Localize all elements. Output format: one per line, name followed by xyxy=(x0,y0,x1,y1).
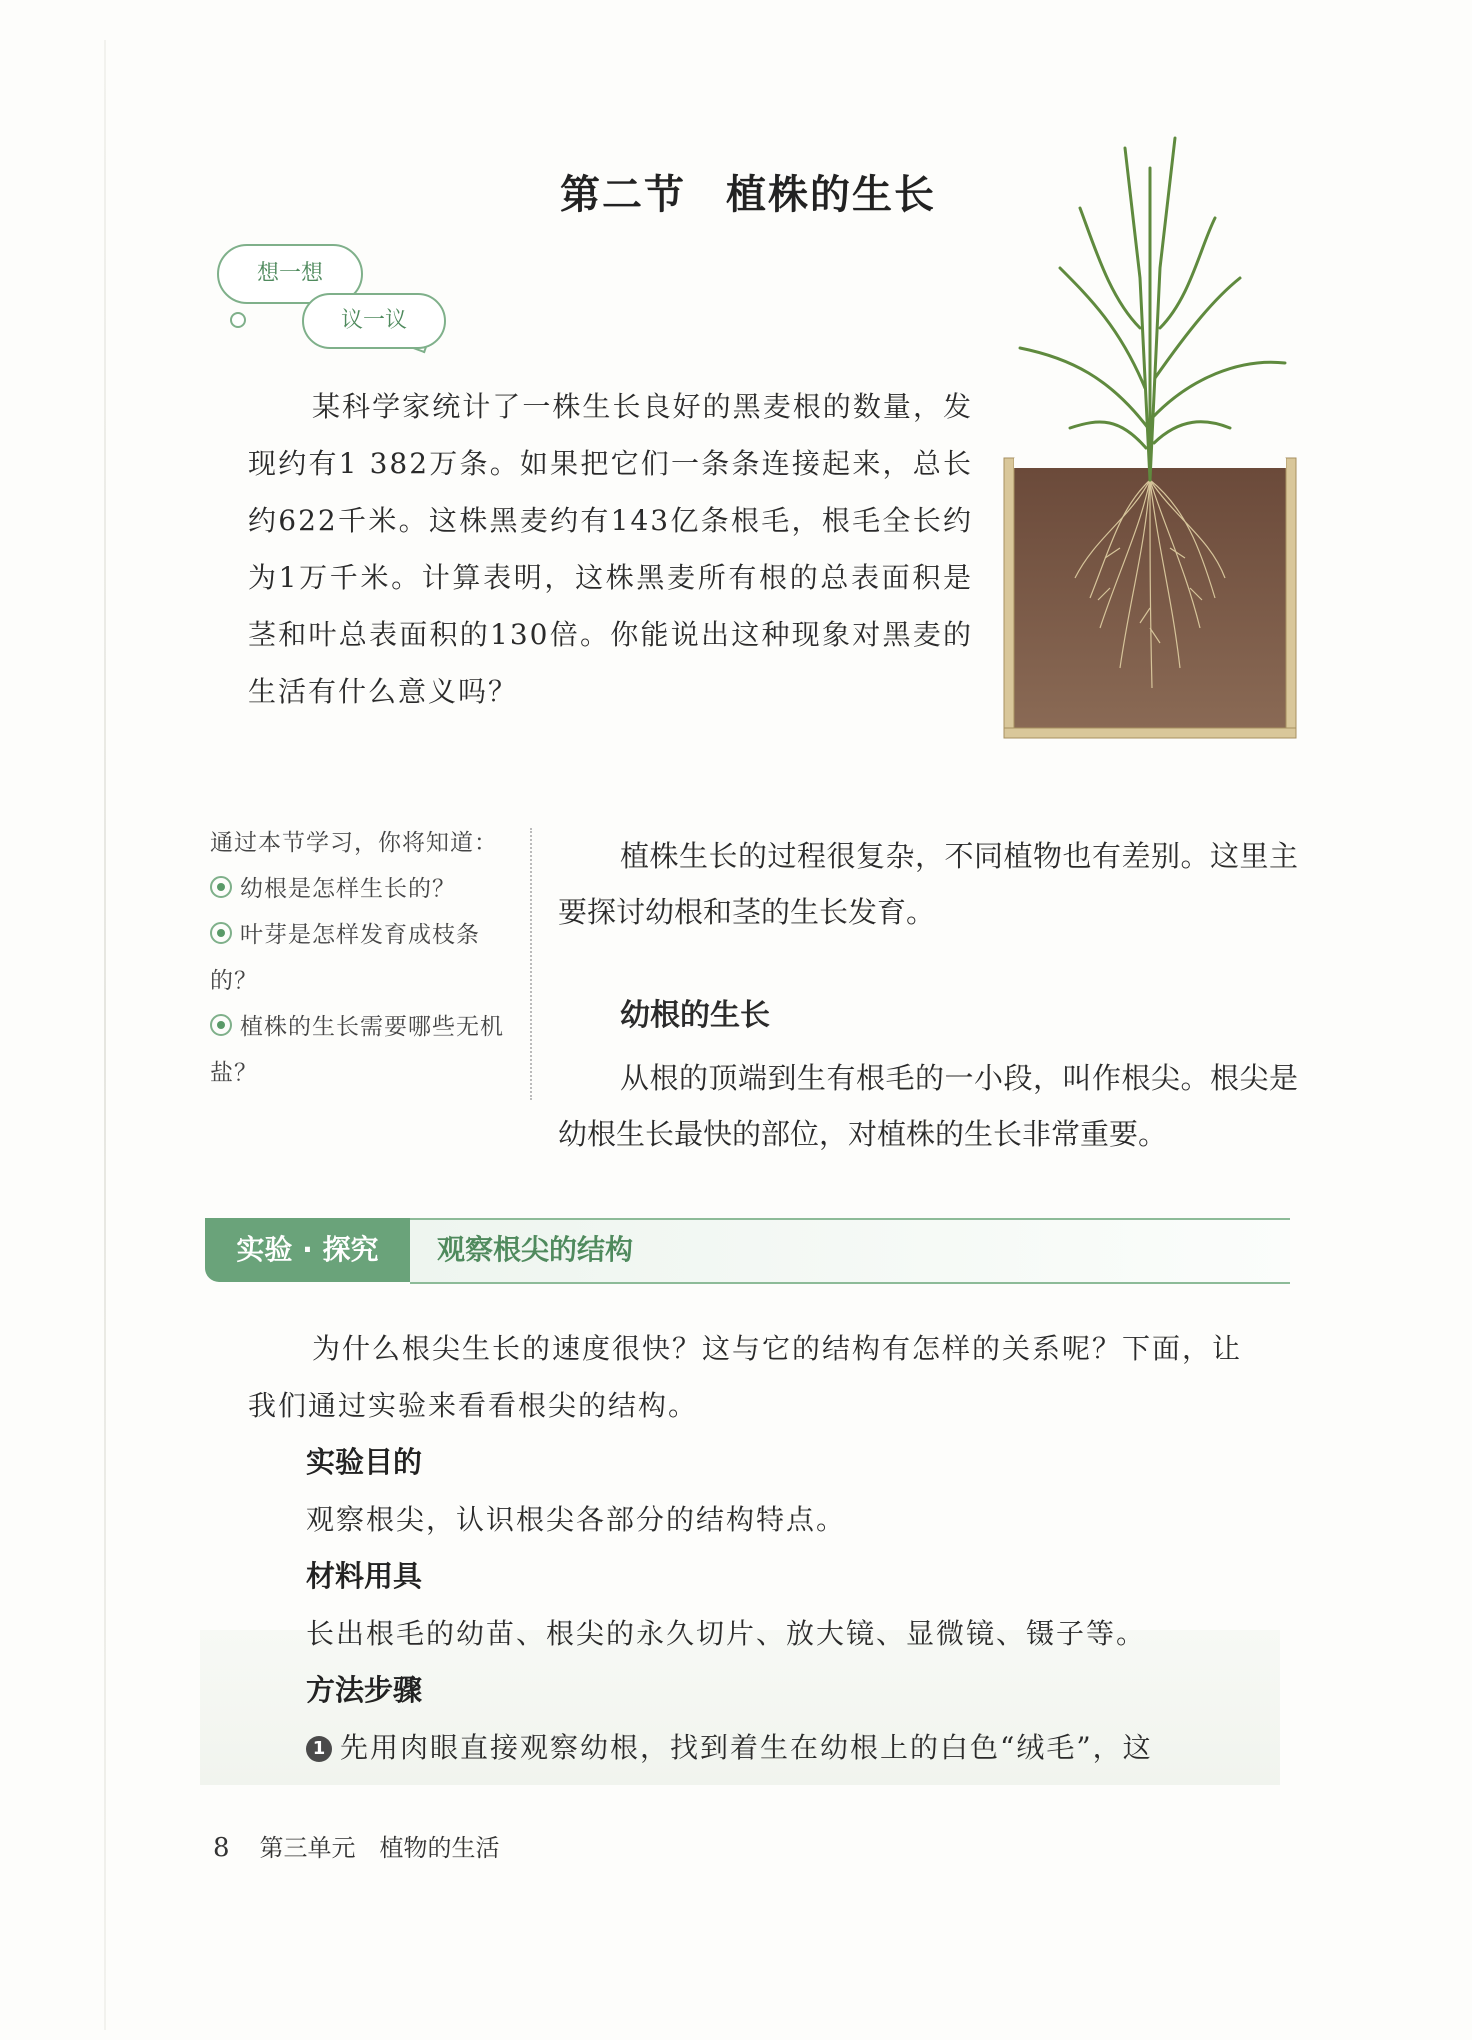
page-number: 8 xyxy=(213,1833,230,1863)
goal-item xyxy=(210,912,510,1004)
subsection-heading: 幼根的生长 xyxy=(620,998,770,1033)
section-name: 植株的生长 xyxy=(726,172,936,218)
unit-title: 第三单元 植物的生活 xyxy=(259,1834,500,1862)
main-intro-text: 植株生长的过程很复杂，不同植物也有差别。这里主要探讨幼根和茎的生长发育。 xyxy=(558,839,1298,929)
section-number: 第二节 xyxy=(560,172,686,218)
learning-goals xyxy=(210,820,510,1096)
section-title xyxy=(560,163,936,220)
target-bullet-icon xyxy=(210,922,232,944)
thought-dot xyxy=(230,312,246,328)
method-heading: 方法步骤 xyxy=(306,1673,423,1707)
subsection-text: 从根的顶端到生有根毛的一小段，叫作根尖。根尖是幼根生长最快的部位，对植株的生长非常重要。 xyxy=(558,1061,1298,1151)
think-bubble: 想一想 xyxy=(217,244,363,304)
materials-text: 长出根毛的幼苗、根尖的永久切片、放大镜、显微镜、镊子等。 xyxy=(306,1617,1147,1650)
goal-item xyxy=(210,866,510,912)
experiment-title: 观察根尖的结构 xyxy=(437,1233,634,1266)
experiment-label: 实验 · 探究 xyxy=(205,1218,410,1282)
step-1 xyxy=(248,1719,1258,1776)
main-intro xyxy=(558,828,1298,940)
step-number-icon: 1 xyxy=(306,1736,332,1762)
step-1-text: 先用肉眼直接观察幼根，找到着生在幼根上的白色“绒毛”，这 xyxy=(340,1731,1153,1764)
discuss-bubble: 议一议 xyxy=(302,293,446,349)
intro-text: 某科学家统计了一株生长良好的黑麦根的数量，发现约有1 382万条。如果把它们一条条连接起来，总长约622千米。这株黑麦约有143亿条根毛，根毛全长约为1万千米。计算表明，这株黑麦所有根的总表面积是茎和叶总表面积的130倍。你能说出这种现象对黑麦的生活有什么意义吗？ xyxy=(248,390,973,708)
target-bullet-icon xyxy=(210,1014,232,1036)
goal-text: 植株的生长需要哪些无机盐？ xyxy=(210,1014,504,1086)
intro-paragraph xyxy=(248,378,973,720)
goal-text: 叶芽是怎样发育成枝条的？ xyxy=(210,922,480,994)
purpose-text: 观察根尖，认识根尖各部分的结构特点。 xyxy=(306,1503,847,1536)
plant-leaves xyxy=(1020,138,1285,480)
goals-heading: 通过本节学习，你将知道： xyxy=(210,830,498,856)
box-bottom xyxy=(1004,728,1296,738)
purpose-heading: 实验目的 xyxy=(306,1445,423,1479)
rye-plant-illustration xyxy=(1000,128,1300,748)
box-right-wall xyxy=(1286,458,1296,733)
page-spine-shadow xyxy=(104,40,106,2030)
experiment-banner xyxy=(205,1218,1290,1282)
box-left-wall xyxy=(1004,458,1014,733)
column-divider xyxy=(530,828,532,1100)
target-bullet-icon xyxy=(210,876,232,898)
subsection-body xyxy=(558,1050,1298,1162)
goal-text: 幼根是怎样生长的？ xyxy=(240,876,456,902)
goal-item xyxy=(210,1004,510,1096)
experiment-intro: 为什么根尖生长的速度很快？这与它的结构有怎样的关系呢？下面，让我们通过实验来看看根尖的结构。 xyxy=(248,1332,1243,1422)
experiment-body xyxy=(248,1320,1258,1776)
materials-heading: 材料用具 xyxy=(306,1559,423,1593)
page-footer xyxy=(213,1828,500,1863)
